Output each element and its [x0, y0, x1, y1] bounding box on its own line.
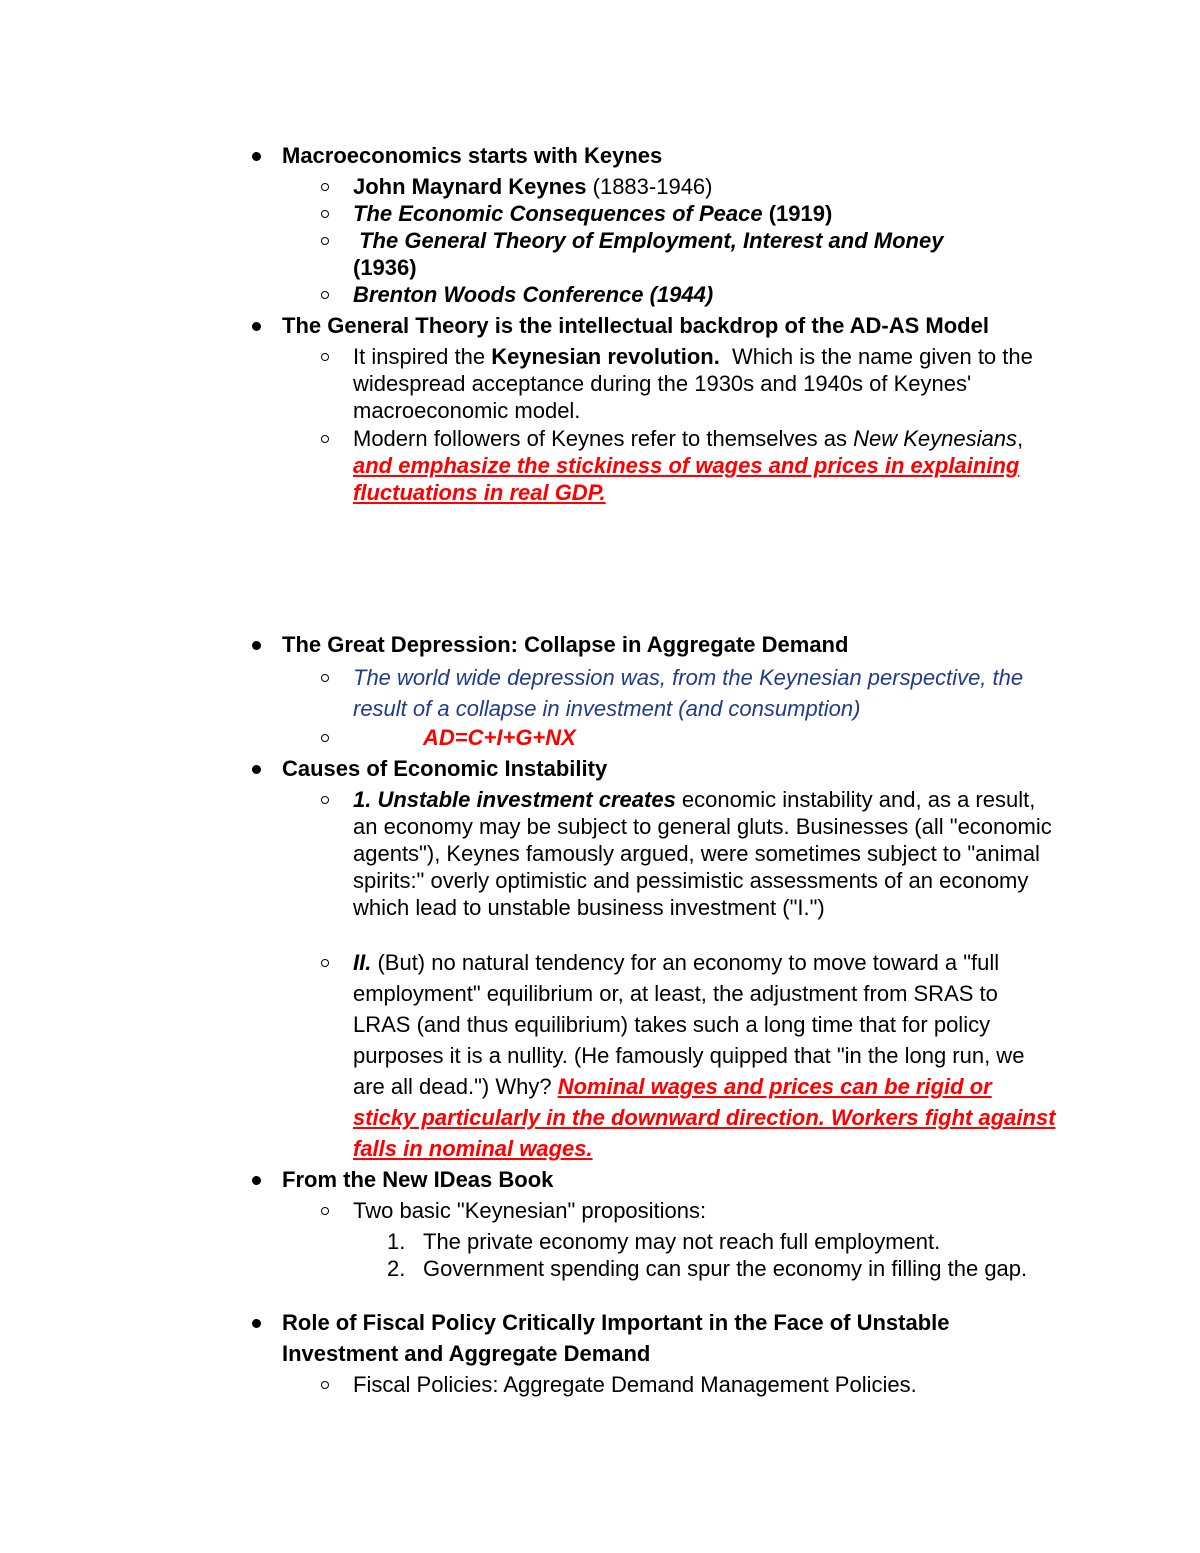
bullet-circle-icon	[321, 734, 329, 742]
heading-text: The General Theory is the intellectual backdrop of the AD-AS Model	[282, 313, 989, 338]
bullet-circle-icon	[321, 237, 329, 245]
heading-text: Macroeconomics starts with Keynes	[282, 143, 663, 168]
bullet-circle-icon	[321, 959, 329, 967]
bullet-circle-icon	[321, 183, 329, 191]
bullet-disc-icon	[252, 1319, 261, 1328]
document-page: Macroeconomics starts with Keynes John Maynard Keynes (1883-1946) The Economic Consequences of Peace (1919) The General Theory of Employment, Interest and Money (1936) Brenton Woods Conference (1944) The General Theory is the intellectual backdrop of the AD-AS Model It inspired the Keynesian revolution. Which is the name given to the widespread acceptance during the 1930s and 1940s of Keynes' macroeconomic model. Modern followers of Keynes refer to themselves as New Keynesians, and emphasize the stickiness of wages and prices in explaining fluctuations in real GDP. The Great Depression: Collapse in Aggregate Demand The world wide depression was, from the Keynesian perspective, the result of a collapse in investment (and consumption) AD=C+I+G+NX Causes of Economic Instability 1. Unstable investment creates economic instability and, as a result, an economy may be subject to general gluts. Businesses (all "economic agents"), Keynes famously argued, were sometimes subject to "animal spirits:" overly optimistic and pessimistic assessments of an economy which lead to unstable business investment ("I.") II. (But) no natural tendency for an economy to move toward a "full employment" equilibrium or, at least, the adjustment from SRAS to LRAS (and thus equilibrium) takes such a long time that for policy purposes it is a nullity. (He famously quipped that "in the long run, we are all dead.") Why? Nominal wages and prices can be rigid or sticky particularly in the downward direction. Workers fight against falls in nominal wages. From the New IDeas Book Two basic "Keynesian" propositions: 1. The private economy may not reach full employment. 2. Government spending can spur the economy in filling the gap. Role of Fiscal Policy Critically Important in the Face of Unstable Investment and Aggregate Demand Fiscal Policies: Aggregate Demand Management Policies.	[0, 0, 1200, 1553]
heading-text: Role of Fiscal Policy Critically Important in the Face of Unstable Investment and Aggregate Demand	[282, 1310, 950, 1366]
bullet-circle-icon	[321, 796, 329, 804]
heading-text: Causes of Economic Instability	[282, 756, 608, 781]
bullet-circle-icon	[321, 1381, 329, 1389]
bullet-circle-icon	[321, 435, 329, 443]
bullet-circle-icon	[321, 1207, 329, 1215]
bullet-circle-icon	[321, 674, 329, 682]
heading-text: The Great Depression: Collapse in Aggregate Demand	[282, 632, 849, 657]
bullet-circle-icon	[321, 210, 329, 218]
bullet-disc-icon	[252, 641, 261, 650]
bullet-disc-icon	[252, 765, 261, 774]
bullet-disc-icon	[252, 322, 261, 331]
heading-text: From the New IDeas Book	[282, 1167, 554, 1192]
bullet-disc-icon	[252, 152, 261, 161]
bullet-circle-icon	[321, 353, 329, 361]
bullet-disc-icon	[252, 1176, 261, 1185]
bullet-circle-icon	[321, 291, 329, 299]
